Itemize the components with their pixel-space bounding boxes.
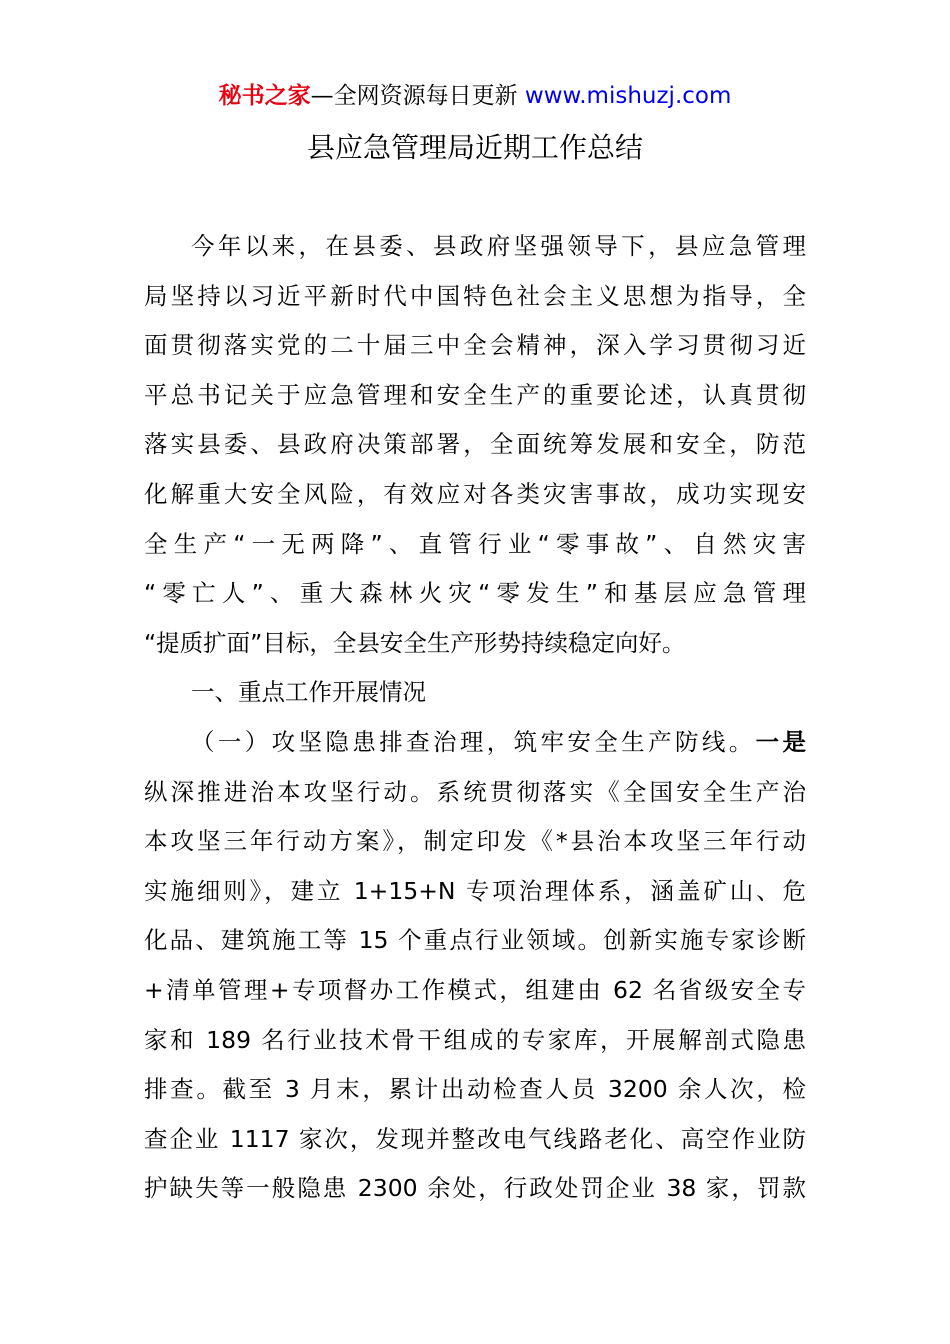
paragraph-line: 护缺失等一般隐患 2300 余处，行政处罚企业 38 家，罚款 bbox=[144, 1174, 806, 1203]
document-title: 县应急管理局近期工作总结 bbox=[306, 131, 643, 164]
paragraph-line: 局坚持以习近平新时代中国特色社会主义思想为指导，全 bbox=[144, 281, 806, 310]
paragraph-line: “零亡人”、重大森林火灾“零发生”和基层应急管理 bbox=[144, 579, 806, 608]
section-heading: 一、重点工作开展情况 bbox=[191, 678, 426, 707]
paragraph-line: “提质扩面”目标，全县安全生产形势持续稳定向好。 bbox=[144, 628, 686, 657]
paragraph-line: 化解重大安全风险，有效应对各类灾害事故，成功实现安 bbox=[144, 479, 806, 508]
paragraph-line: 实施细则》，建立 1+15+N 专项治理体系，涵盖矿山、危 bbox=[144, 876, 806, 905]
paragraph-line: 家和 189 名行业技术骨干组成的专家库，开展解剖式隐患 bbox=[144, 1025, 806, 1054]
paragraph-line: 排查。截至 3 月末，累计出动检查人员 3200 余人次，检 bbox=[144, 1075, 806, 1104]
paragraph-line bbox=[144, 718, 806, 768]
site-header bbox=[0, 80, 950, 112]
paragraph-line: 落实县委、县政府决策部署，全面统筹发展和安全，防范 bbox=[144, 430, 806, 459]
subsection-heading: （一）攻坚隐患排查治理，筑牢安全生产防线。 bbox=[191, 727, 756, 756]
site-brand: 秘书之家 bbox=[218, 83, 311, 109]
site-tagline: —全网资源每日更新 bbox=[310, 83, 525, 109]
bold-lead: 一是 bbox=[755, 727, 806, 756]
paragraph-line: 查企业 1117 家次，发现并整改电气线路老化、高空作业防 bbox=[144, 1124, 806, 1153]
paragraph-line: 面贯彻落实党的二十届三中全会精神，深入学习贯彻习近 bbox=[144, 331, 806, 360]
document-body bbox=[144, 222, 806, 1214]
site-url-link[interactable]: www.mishuzj.com bbox=[524, 83, 732, 109]
paragraph-line: 纵深推进治本攻坚行动。系统贯彻落实《全国安全生产治 bbox=[144, 777, 806, 806]
paragraph-line: +清单管理+专项督办工作模式，组建由 62 名省级安全专 bbox=[144, 975, 806, 1004]
paragraph-line: 今年以来，在县委、县政府坚强领导下，县应急管理 bbox=[191, 232, 806, 260]
paragraph-line: 平总书记关于应急管理和安全生产的重要论述，认真贯彻 bbox=[144, 380, 806, 409]
paragraph-line: 全生产“一无两降”、直管行业“零事故”、自然灾害 bbox=[144, 529, 806, 558]
paragraph-line: 化品、建筑施工等 15 个重点行业领域。创新实施专家诊断 bbox=[144, 926, 806, 955]
paragraph-line: 本攻坚三年行动方案》，制定印发《*县治本攻坚三年行动 bbox=[144, 827, 806, 856]
